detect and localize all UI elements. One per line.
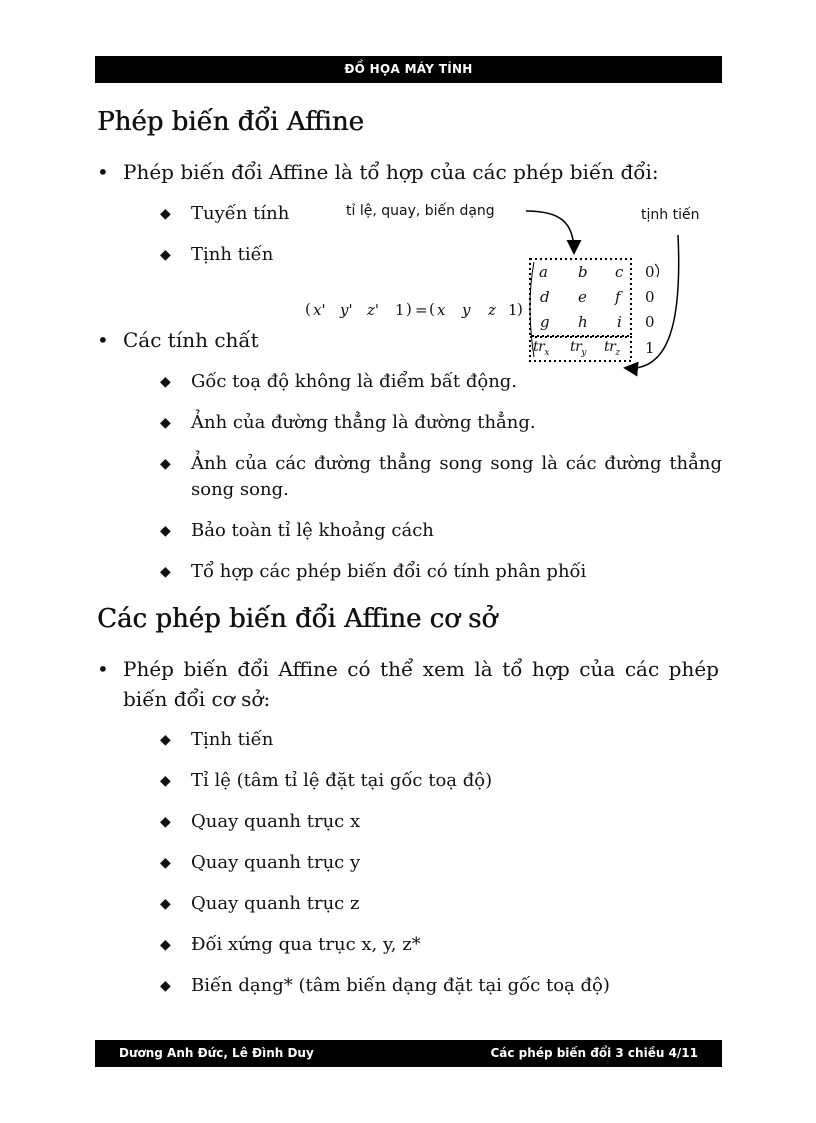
footer-bar bbox=[95, 1040, 722, 1067]
note-linear: tỉ lệ, quay, biến dạng bbox=[346, 203, 495, 219]
matrix-b: b bbox=[578, 263, 588, 281]
list-item: ◆ Quay quanh trục y bbox=[160, 850, 720, 876]
list-item: ◆ Tịnh tiến bbox=[160, 242, 360, 268]
section1-intro: Phép biến đổi Affine là tổ hợp của các phép biến đổi: bbox=[123, 160, 659, 184]
diamond-bullet-icon: ◆ bbox=[160, 374, 171, 390]
list-item: ◆ Ảnh của các đường thẳng song song là các đường thẳng song song. bbox=[160, 453, 722, 500]
list-item: ◆ Tổ hợp các phép biến đổi có tính phân phối bbox=[160, 559, 720, 585]
lhs-paren-open: ( bbox=[305, 300, 311, 318]
section1-title: Phép biến đổi Affine bbox=[97, 107, 364, 137]
diamond-bullet-icon: ◆ bbox=[160, 896, 171, 912]
rhs-y: y bbox=[462, 301, 471, 319]
matrix-i: i bbox=[617, 313, 622, 331]
lhs-x: x' bbox=[313, 301, 326, 319]
matrix-a: a bbox=[539, 263, 548, 281]
diamond-bullet-icon: ◆ bbox=[160, 814, 171, 830]
arrow-linear-icon bbox=[526, 211, 574, 252]
list-item: ◆ Ảnh của đường thẳng là đường thẳng. bbox=[160, 410, 720, 436]
header-title: ĐỒ HỌA MÁY TÍNH bbox=[344, 62, 473, 76]
list-item: ◆ Tuyến tính bbox=[160, 201, 360, 227]
section1-prop-title: Các tính chất bbox=[123, 328, 259, 352]
diamond-bullet-icon: ◆ bbox=[160, 456, 171, 472]
matrix-try: $tr_y$ bbox=[570, 339, 586, 358]
note-translate: tịnh tiến bbox=[641, 207, 700, 223]
footer-authors: Dương Anh Đức, Lê Đình Duy bbox=[119, 1046, 314, 1060]
list-item: ◆ Biến dạng* (tâm biến dạng đặt tại gốc toạ độ) bbox=[160, 973, 720, 999]
matrix-d: d bbox=[540, 288, 550, 306]
matrix-trx: $tr_x$ bbox=[533, 339, 549, 358]
matrix-e: e bbox=[578, 288, 587, 306]
list-item: ◆ Tịnh tiến bbox=[160, 727, 720, 753]
list-item: ◆ Quay quanh trục z bbox=[160, 891, 720, 917]
rhs-one: 1 bbox=[508, 301, 518, 319]
arrow-translate-icon bbox=[626, 235, 679, 368]
bullet-dot-icon: • bbox=[97, 328, 109, 352]
matrix-bracket-right bbox=[655, 264, 659, 277]
lhs-paren-close: ) bbox=[406, 300, 412, 318]
matrix-trz: $tr_z$ bbox=[604, 339, 620, 358]
diamond-bullet-icon: ◆ bbox=[160, 732, 171, 748]
lhs-one: 1 bbox=[395, 301, 405, 319]
lhs-z: z' bbox=[367, 301, 380, 319]
matrix-0-3: 0 bbox=[645, 263, 655, 281]
diamond-bullet-icon: ◆ bbox=[160, 564, 171, 580]
linear-part-box bbox=[530, 259, 631, 336]
section2-intro: Phép biến đổi Affine có thể xem là tổ hợp của các phép biến đổi cơ sở: bbox=[123, 657, 719, 711]
matrix-f: f bbox=[615, 288, 621, 306]
diamond-bullet-icon: ◆ bbox=[160, 206, 171, 222]
matrix-c: c bbox=[615, 263, 624, 281]
rhs-x: x bbox=[437, 301, 446, 319]
diamond-bullet-icon: ◆ bbox=[160, 523, 171, 539]
lhs-y: y' bbox=[340, 301, 353, 319]
matrix-3-3: 1 bbox=[645, 339, 655, 357]
rhs-paren-open: ( bbox=[429, 300, 435, 318]
diamond-bullet-icon: ◆ bbox=[160, 773, 171, 789]
rhs-paren-close: ) bbox=[517, 300, 523, 318]
equals-sign: = bbox=[415, 301, 428, 319]
diamond-bullet-icon: ◆ bbox=[160, 937, 171, 953]
bullet-dot-icon: • bbox=[97, 160, 109, 184]
bullet-dot-icon: • bbox=[97, 657, 109, 681]
diamond-bullet-icon: ◆ bbox=[160, 415, 171, 431]
section2-title: Các phép biến đổi Affine cơ sở bbox=[97, 604, 497, 634]
list-item: ◆ Quay quanh trục x bbox=[160, 809, 720, 835]
translation-row-box bbox=[530, 337, 631, 361]
list-item: ◆ Tỉ lệ (tâm tỉ lệ đặt tại gốc toạ độ) bbox=[160, 768, 720, 794]
matrix-h: h bbox=[578, 313, 588, 331]
rhs-z: z bbox=[488, 301, 496, 319]
matrix-1-3: 0 bbox=[645, 288, 655, 306]
diamond-bullet-icon: ◆ bbox=[160, 978, 171, 994]
diamond-bullet-icon: ◆ bbox=[160, 247, 171, 263]
footer-chapter: Các phép biến đổi 3 chiều 4/11 bbox=[490, 1046, 698, 1060]
section2-intro-bullet bbox=[97, 654, 719, 714]
list-item: ◆ Bảo toàn tỉ lệ khoảng cách bbox=[160, 518, 720, 544]
matrix-g: g bbox=[540, 313, 550, 331]
matrix-2-3: 0 bbox=[645, 313, 655, 331]
list-item: ◆ Đối xứng qua trục x, y, z* bbox=[160, 932, 720, 958]
diamond-bullet-icon: ◆ bbox=[160, 855, 171, 871]
list-item: ◆ Gốc toạ độ không là điểm bất động. bbox=[160, 369, 720, 395]
